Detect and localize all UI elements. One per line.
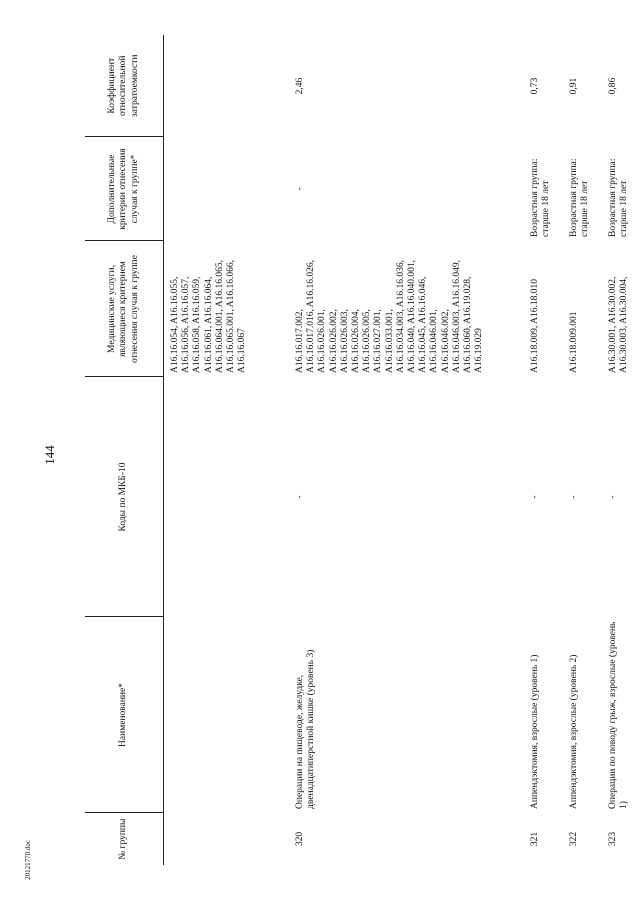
cell-group-number: 323 bbox=[608, 831, 618, 847]
cell-group-number: 322 bbox=[569, 831, 579, 847]
cell-coefficient: 0,73 bbox=[530, 77, 540, 95]
header-name: Наименование* bbox=[85, 617, 164, 813]
cell-name bbox=[164, 617, 294, 813]
table-row bbox=[164, 35, 294, 865]
cell-coefficient bbox=[164, 35, 294, 137]
table-row bbox=[606, 35, 640, 865]
footer-doc-name bbox=[22, 825, 34, 895]
page-number bbox=[42, 440, 58, 470]
cell-medical-services: A16.18.009.001 bbox=[569, 311, 579, 373]
cell-icd-codes: - bbox=[608, 495, 618, 499]
header-icd-codes: Коды по МКБ-10 bbox=[85, 377, 164, 617]
table-row bbox=[528, 35, 567, 865]
cell-extra-criteria: Возрастная группа: старше 18 лет bbox=[608, 158, 630, 237]
cell-extra-criteria: - bbox=[295, 187, 305, 191]
cell-medical-services: A16.30.001, A16.30.002, A16.30.003, A16.30.004, bbox=[608, 276, 630, 373]
footer-doc-text: 20121770.doc bbox=[24, 840, 32, 880]
cell-name: Аппендэктомия, взрослые (уровень 2) bbox=[569, 654, 579, 809]
cell-group-number: 320 bbox=[295, 831, 305, 847]
case-groups-table bbox=[85, 35, 640, 865]
table-header-row bbox=[85, 35, 164, 865]
table-row bbox=[293, 35, 528, 865]
cell-medical-services: A16.16.017.002, A16.16.017.016, A16.16.026, A16.16.026.001, A16.16.026.002, A16.16.026.003, A16.16.026.004, A16.16.026.005, A16.16.027.001, A16.16.033.001, A16.16.034.003, A16.16.036, A16.16.040, A16.16.040.001, A16.16.045, A16.16.046, A16.16.046.001, A16.16.046.002, A16.16.046.003, A16.16.049, A16.16.060, A16.19.028, A16.19.029 bbox=[295, 260, 485, 373]
cell-group-number: 321 bbox=[530, 831, 540, 847]
header-extra-criteria: Дополнительные критерии отнесения случая к группе* bbox=[85, 137, 164, 241]
cell-medical-services: A16.16.054, A16.16.055, A16.16.056, A16.16.057, A16.16.058, A16.16.059, A16.16.061, A16.16.064, A16.16.064.001, A16.16.065, A16.16.065.001, A16.16.066, A16.16.067 bbox=[170, 260, 248, 373]
cell-coefficient: 2,46 bbox=[295, 77, 305, 95]
cell-icd-codes bbox=[164, 377, 294, 617]
cell-icd-codes: - bbox=[569, 495, 579, 499]
page-number-text: 144 bbox=[42, 445, 57, 465]
cell-coefficient: 0,86 bbox=[608, 77, 618, 95]
cell-group-number bbox=[164, 813, 294, 865]
table-row bbox=[567, 35, 606, 865]
cell-name: Аппендэктомия, взрослые (уровень 1) bbox=[530, 654, 540, 809]
header-coefficient: Коэффициент относительной затратоемкости bbox=[85, 35, 164, 137]
cell-extra-criteria: Возрастная группа: старше 18 лет bbox=[530, 158, 552, 237]
cell-icd-codes: - bbox=[530, 495, 540, 499]
header-group-number: № группы bbox=[85, 813, 164, 865]
cell-medical-services: A16.18.009, A16.18.010 bbox=[530, 279, 540, 373]
cell-name: Операции по поводу грыж, взрослые (уровень 1) bbox=[608, 621, 630, 809]
cell-name: Операции на пищеводе, желудке, двенадцатиперстной кишке (уровень 3) bbox=[295, 649, 317, 809]
cell-coefficient: 0,91 bbox=[569, 77, 579, 95]
cell-extra-criteria: Возрастная группа: старше 18 лет bbox=[569, 158, 591, 237]
rotated-table-wrapper bbox=[85, 35, 630, 865]
cell-extra-criteria bbox=[164, 137, 294, 241]
cell-icd-codes: - bbox=[295, 495, 305, 499]
header-medical-services: Медицинские услуги, являющиеся критерием отнесения случая к группе bbox=[85, 241, 164, 377]
